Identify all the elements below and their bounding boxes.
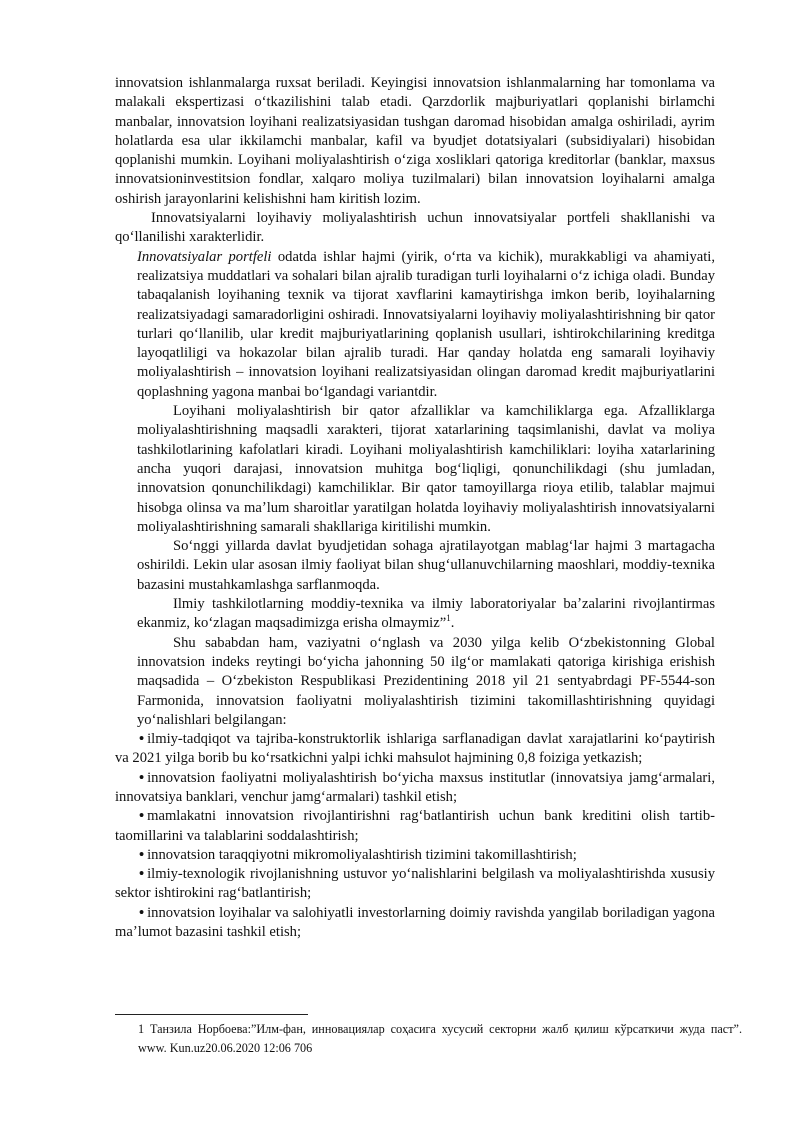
bullet-item-6	[115, 904, 715, 943]
footnote-ref: 1	[446, 613, 451, 624]
bullet-text: innovatsion faoliyatni moliyalashtirish boʻyicha maxsus institutlar (innovatsiya jamgʻarmalari, innovatsiya banklari, venchur jamgʻarmalari) tashkil etish;	[115, 769, 715, 805]
bullet-icon: •	[139, 808, 145, 825]
paragraph-1: innovatsion ishlanmalarga ruxsat beriladi. Keyingisi innovatsion ishlanmalarning har tomonlama va malakali ekspertizasi oʻtkazilishini talab etadi. Qarzdorlik majburiyatlari qoplanishi birlamchi manbalar, innovatsion loyihani realizatsiyasidan tushgan daromad hisobidan amalga oshiriladi, ayrim holatlarda esa ular ikkilamchi manbalar, kafil va byudjet dotatsiyalari (subsidiyalari) hisobidan qoplanishi mumkin. Loyihani moliyalashtirish oʻziga xosliklari qatoriga kreditorlar (banklar, maxsus innovatsioninvestitsion fondlar, xalqaro moliya tuzilmalari) bilan innovatsion loyihalarni amalga oshirish jarayonlarini kelishishni ham kiritish lozim.	[115, 75, 715, 207]
bullet-text: ilmiy-texnologik rivojlanishning ustuvor yoʻnalishlarini belgilash va moliyalashtirishda xususiy sektor ishtirokini ragʻbatlantirish;	[115, 866, 715, 902]
bullet-item-4	[115, 846, 715, 865]
paragraph-2: Innovatsiyalarni loyihaviy moliyalashtirish uchun innovatsiyalar portfeli shakllanishi va qoʻllanilishi xarakterlidir.	[115, 210, 715, 246]
paragraph-4: Loyihani moliyalashtirish bir qator afzalliklar va kamchiliklarga ega. Afzalliklarga moliyalashtirishning maqsadli xarakteri, tijorat xatarlarining taqsimlanishi, davlat va moliya tashkilotlarining kafolatlari kiradi. Loyihani moliyalashtirish kamchiliklari: loyiha xatarlarining ancha yuqori darajasi, innovatsion muhitga bogʻliqligi, qonunchilikdagi (shu jumladan, innovatsion qonunchilikdagi) kamchiliklar. Bir qator tamoyillarga rioya etilib, talablar majmui hisobga olinsa va maʼlum sharoitlar yaratilgan holatda loyihaviy moliyalashtirish innovatsiyalarni moliyalashtirishning samarali shakllariga kiritilishi mumkin.	[137, 403, 715, 535]
bullet-text: mamlakatni innovatsion rivojlantirishni ragʻbatlantirish uchun bank kreditini olish tartib-taomillarini va talablarini soddalashtirish;	[115, 808, 715, 844]
bullet-icon: •	[139, 769, 145, 786]
paragraph-7: Shu sababdan ham, vaziyatni oʻnglash va 2030 yilga kelib Oʻzbekistonning Global innovatsion indeks reytingi boʻyicha jahonning 50 ilgʻor mamlakati qatoriga kirishiga erishish maqsadida – Oʻzbekiston Respublikasi Prezidentining 2018 yil 21 sentyabrdagi PF-5544-son Farmonida, innovatsion faoliyatni moliyalashtirish tizimini takomillashtirishning quyidagi yoʻnalishlari belgilangan:	[137, 634, 715, 728]
paragraph-3	[115, 248, 715, 402]
bullet-item-3	[115, 807, 715, 846]
bullet-text: innovatsion loyihalar va salohiyatli investorlarning doimiy ravishda yangilab boriladigan yagona maʼlumot bazasini tashkil etish;	[115, 904, 715, 941]
footnote-number: 1	[138, 1022, 145, 1036]
bullet-item-2	[115, 769, 715, 808]
bullet-text: ilmiy-tadqiqot va tajriba-konstruktorlik ishlariga sarflanadigan davlat xarajatlarini koʻpaytirish va 2021 yilga borib bu koʻrsatkichni yalpi ichki mahsulot hajmining 0,8 foiziga yetkazish;	[115, 731, 715, 767]
bullet-text: innovatsion taraqqiyotni mikromoliyalashtirish tizimini takomillashtirish;	[147, 846, 577, 863]
bullet-item-1	[115, 730, 715, 769]
bullet-item-5	[115, 865, 715, 904]
footnote-divider	[115, 1014, 308, 1015]
paragraph-6-text: Ilmiy tashkilotlarning moddiy-texnika va ilmiy laboratoriyalar baʼzalarini rivojlantirmas ekanmiz, koʻzlagan maqsadimizga erisha olmaymiz”	[137, 596, 715, 632]
bullet-icon: •	[139, 866, 145, 883]
main-text	[115, 74, 715, 942]
footnote-text: Танзила Норбоева:”Илм-фан, инновациялар соҳасига хусусий секторни жалб қилиш кўрсаткичи жуда паст”. www. Kun.uz20.06.2020 12:06 706	[138, 1022, 742, 1055]
term-innovation-portfolio: Innovatsiyalar portfeli	[137, 248, 272, 265]
paragraph-6: Ilmiy tashkilotlarning moddiy-texnika va ilmiy laboratoriyalar baʼzalarini rivojlantirmas ekanmiz, koʻzlagan maqsadimizga erisha olmaymiz”$^1$.	[137, 596, 715, 632]
bullet-icon: •	[139, 904, 145, 921]
bullet-icon: •	[139, 731, 145, 748]
bullet-icon: •	[139, 846, 145, 863]
paragraph-5: Soʻnggi yillarda davlat byudjetidan sohaga ajratilayotgan mablagʻlar hajmi 3 martagacha oshirildi. Lekin ular asosan ilmiy faoliyat bilan shugʻullanuvchilarning maoshlari, moddiy-texnika bazasini mustahkamlashga sarflanmoqda.	[137, 538, 715, 593]
paragraph-3-text: odatda ishlar hajmi (yirik, oʻrta va kichik), murakkabligi va ahamiyati, realizatsiya muddatlari va sohalari bilan ajralib turadigan turli loyihalarni oʻz ichiga oladi. Bunday tabaqalanish loyihaning texnik va tijorat xavflarini kamaytirishga imkon berib, loyihalarning realizatsiyadagi samaradorligini oshiradi. Innovatsiyalarni loyihaviy moliyalashtirishning bir qator turlari qoʻllanilib, ular kredit majburiyatlarining qoplanish usullari, ishtirokchilarining kreditga layoqatliligi va hokazolar bilan ajralib turadi. Har qanday holatda eng samarali loyihaviy moliyalashtirish – innovatsion loyihani realizatsiyasidan olingan daromad kredit majburiyatlarini qoplashning yagona manbai boʻlgandagi variantdir.	[137, 248, 715, 400]
footnote	[138, 1020, 742, 1057]
